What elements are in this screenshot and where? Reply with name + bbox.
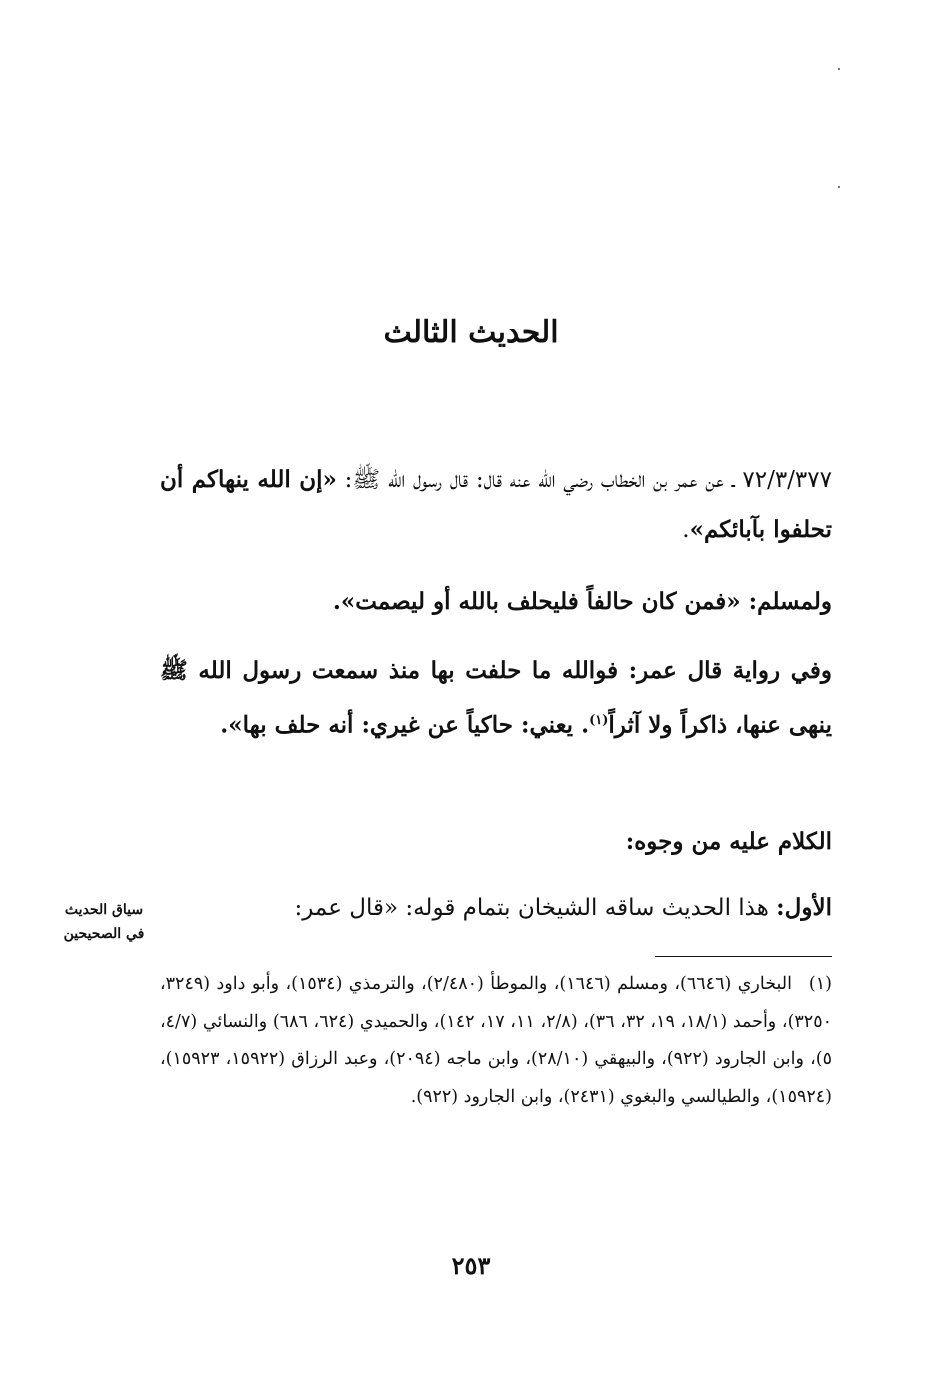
umar-text-rest: . يعني: حاكياً عن غيري: أنه حلف بها». <box>220 711 590 739</box>
footnote-divider <box>655 956 832 957</box>
first-point-text: هذا الحديث ساقه الشيخان بتمام قوله: «قال عمر: <box>294 895 777 921</box>
muslim-narration <box>160 577 832 627</box>
section-title: الحديث الثالث <box>383 315 559 350</box>
page-number: ٢٥٣ <box>451 1251 491 1280</box>
muslim-label: ولمسلم: <box>740 588 832 615</box>
hadith-intro: ٧٢/٣/٣٧٧ ـ عن عمر بن الخطاب رضي الله عنه قال: قال رسول الله ﷺ: <box>336 467 832 493</box>
scan-speck <box>838 186 840 188</box>
umar-text: وفي رواية قال عمر: فوالله ما حلفت بها منذ سمعت رسول الله ﷺ ينهى عنها، ذاكراً ولا آثراً <box>160 657 832 739</box>
discussion-heading: الكلام عليه من وجوه: <box>625 828 832 855</box>
footnote <box>160 966 832 1116</box>
first-point <box>160 883 832 933</box>
margin-note-line: سياق الحديث <box>64 902 144 918</box>
hadith-paragraph <box>160 455 832 555</box>
margin-note <box>58 898 150 946</box>
umar-narration <box>160 646 832 751</box>
muslim-quote: «فمن كان حالفاً فليحلف بالله أو ليصمت» <box>340 588 741 615</box>
hadith-quote: «إن الله ينهاكم أن تحلفوا بآبائكم» <box>160 466 832 543</box>
first-point-label: الأول: <box>776 894 832 921</box>
muslim-punct: . <box>332 588 341 615</box>
margin-note-line: في الصحيحين <box>63 926 145 942</box>
scan-speck <box>838 68 840 70</box>
footnote-ref: (١) <box>589 713 609 728</box>
footnote-number: (١) <box>808 974 832 994</box>
hadith-punct: . <box>682 517 690 543</box>
footnote-text: البخاري (٦٦٤٦)، ومسلم (١٦٤٦)، والموطأ (٢/٤٨٠)، والترمذي (١٥٣٤)، وأبو داود (٣٢٤٩، ٣٢٥٠)، وأحمد (١٨/١، ١٩، ٣٢، ٣٦)، (٢/٨، ١١، ١٧، ١٤٢)، والحميدي (٦٢٤، ٦٨٦) والنسائي (٤/٧، ٥)، وابن الجارود (٩٢٢)، والبيهقي (٢٨/١٠)، وابن ماجه (٢٠٩٤)، وعبد الرزاق (١٥٩٢٢، ١٥٩٢٣)، (١٥٩٢٤)، والطيالسي والبغوي (٢٤٣١)، وابن الجارود (٩٢٢). <box>160 974 833 1107</box>
